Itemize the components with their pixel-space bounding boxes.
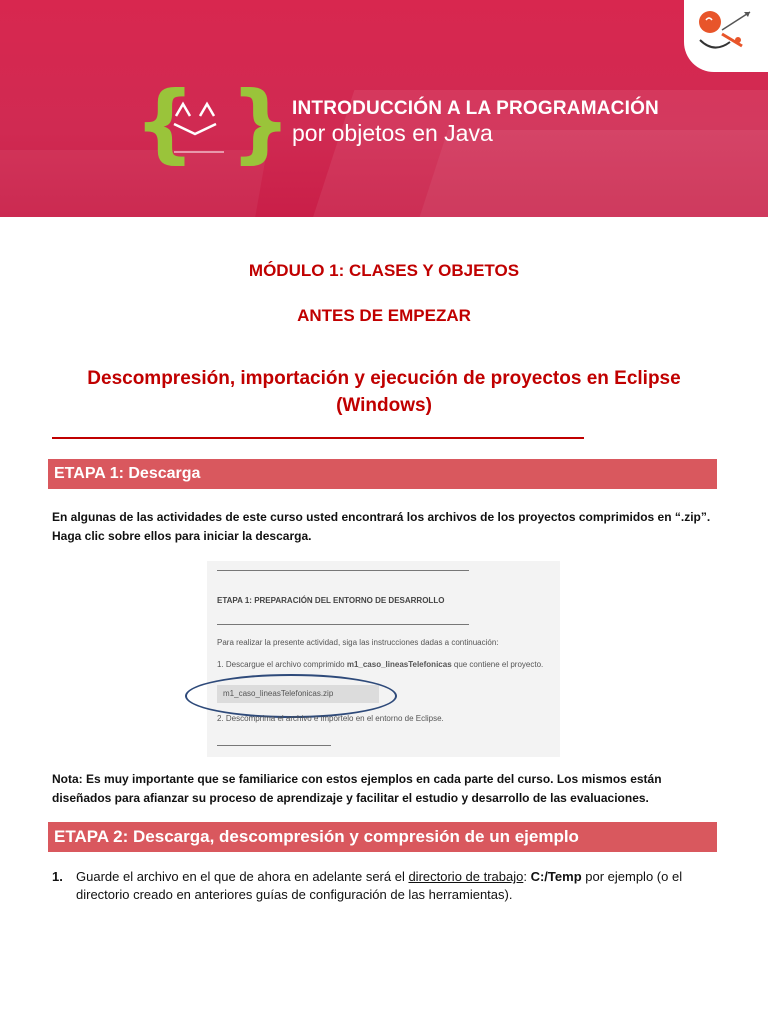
- course-banner: [0, 0, 768, 217]
- left-brace-icon: {: [134, 73, 196, 173]
- module-heading: MÓDULO 1: CLASES Y OBJETOS: [248, 261, 520, 280]
- heading-divider: [52, 437, 584, 439]
- right-brace-icon: }: [230, 73, 292, 173]
- list-item-text-part: Guarde el archivo en el que de ahora en adelante será el: [76, 869, 409, 884]
- banner-title-line1: INTRODUCCIÓN A LA PROGRAMACIÓN: [292, 98, 659, 119]
- inset-title: ETAPA 1: PREPARACIÓN DEL ENTORNO DE DESARROLLO: [217, 596, 445, 605]
- note-label: Nota:: [52, 772, 83, 786]
- subtitle-line2: (Windows): [336, 395, 432, 416]
- stage1-paragraph: En algunas de las actividades de este curso usted encontrará los archivos de los proyectos comprimidos en “.zip”. Haga clic sobre ellos para iniciar la descarga.: [52, 510, 711, 543]
- before-start-heading: ANTES DE EMPEZAR: [297, 306, 471, 325]
- path-value: C:/Temp: [530, 869, 582, 884]
- inset-step1: [217, 660, 543, 669]
- corner-badge: [684, 0, 768, 72]
- working-directory-link: directorio de trabajo: [408, 869, 524, 884]
- inset-step1-suffix: que contiene el proyecto.: [451, 660, 544, 669]
- list-item-text-part: :: [523, 869, 531, 884]
- document-subtitle: [60, 365, 708, 419]
- inset-step1-prefix: 1. Descargue el archivo comprimido: [217, 660, 347, 669]
- subtitle-line1: Descompresión, importación y ejecución de proyectos en Eclipse: [87, 368, 681, 389]
- note-paragraph: [52, 770, 720, 808]
- note-text: Es muy importante que se familiarice con estos ejemplos en cada parte del curso. Los mismos están diseñados para afianzar su proceso de aprendizaje y facilitar el estudio y desarrollo de las evaluaciones.: [52, 772, 662, 805]
- inset-step2: 2. Descomprima el archivo e impórtelo en el entorno de Eclipse.: [217, 714, 444, 723]
- list-item-number: 1.: [52, 869, 63, 884]
- highlight-ellipse: [185, 674, 397, 718]
- banner-title-line2: por objetos en Java: [292, 120, 493, 146]
- zip-file-name: m1_caso_lineasTelefonicas.zip: [223, 689, 334, 698]
- list-item-text-part: por ejemplo (o el directorio creado en anteriores guías de configuración de las herramientas).: [76, 869, 683, 902]
- book-face-logo-icon: [170, 86, 228, 158]
- list-item-text: [76, 868, 722, 904]
- embedded-screenshot: [207, 561, 560, 757]
- stage2-header: ETAPA 2: Descarga, descompresión y compresión de un ejemplo: [48, 822, 717, 852]
- divider: [217, 570, 469, 571]
- bow-and-arrow-icon: [692, 0, 762, 60]
- divider: [217, 745, 331, 746]
- divider: [217, 624, 469, 625]
- course-logo: [134, 73, 292, 176]
- inset-intro: Para realizar la presente actividad, siga las instrucciones dadas a continuación:: [217, 638, 499, 647]
- stage1-header: ETAPA 1: Descarga: [48, 459, 717, 489]
- inset-step1-file: m1_caso_lineasTelefonicas: [346, 660, 452, 669]
- banner-title: [292, 98, 659, 146]
